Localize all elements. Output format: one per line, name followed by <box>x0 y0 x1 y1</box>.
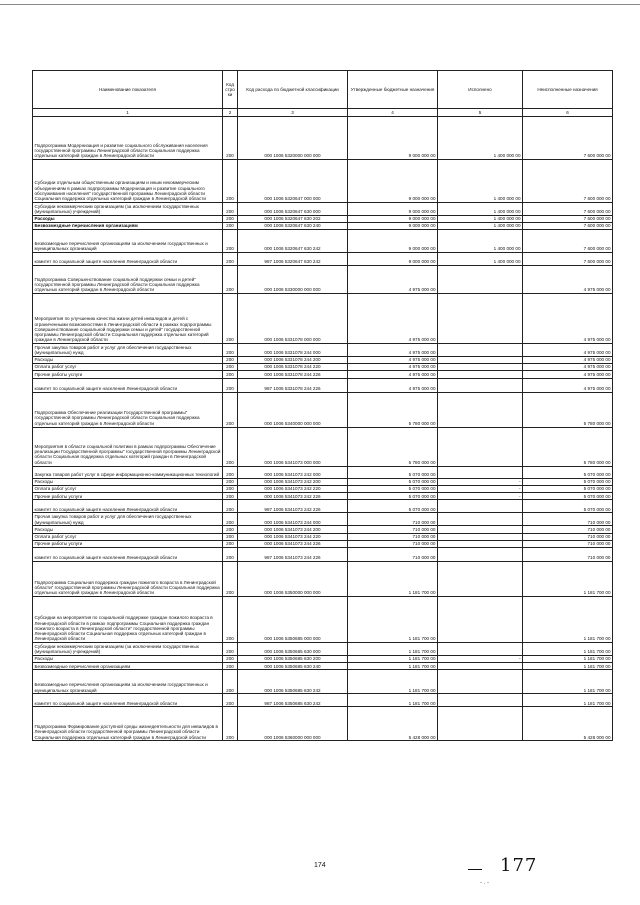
row-executed-cell <box>438 356 523 363</box>
row-kbk-cell: 000 1006 5340000 000 000 <box>238 392 348 427</box>
row-name-cell: Расходы <box>33 478 223 485</box>
row-code-cell: 200 <box>223 670 238 694</box>
table-row <box>33 485 613 492</box>
col-number: 5 <box>438 109 523 117</box>
row-unexecuted-cell: 5 428 000 00 <box>523 707 613 741</box>
row-name-cell: Субсидии некоммерческим организациям (за исключением государственных (муниципальных) учреждений) <box>33 643 223 656</box>
row-kbk-cell: 000 1006 5350685 000 000 <box>238 597 348 643</box>
row-approved-cell: 5 780 000 00 <box>348 427 438 466</box>
row-approved-cell: 1 181 700 00 <box>348 694 438 707</box>
col-number: 3 <box>238 109 348 117</box>
row-executed-cell <box>438 500 523 513</box>
row-name-cell: Подпрограмма Социальная поддержка граждан пожилого возраста в Ленинградской области" государственной программы Ленинградской области Социальная поддержка отдельных категорий граждан в Ленинградской области <box>33 562 223 597</box>
row-kbk-cell: 000 1006 5341073 242 220 <box>238 485 348 492</box>
row-code-cell: 200 <box>223 540 238 547</box>
row-name-cell: Безвозмездные перечисления организациям за исключением государственных и муниципальных организаций <box>33 230 223 253</box>
table-row <box>33 266 613 294</box>
row-executed-cell <box>438 344 523 357</box>
header-kbk: Код расхода по бюджетной классификации <box>238 71 348 109</box>
row-approved-cell: 5 780 000 00 <box>348 392 438 427</box>
row-unexecuted-cell: 7 600 000 00 <box>523 160 613 203</box>
row-executed-cell <box>438 597 523 643</box>
row-unexecuted-cell: 710 000 00 <box>523 513 613 526</box>
table-row <box>33 533 613 540</box>
row-executed-cell: - <box>438 478 523 485</box>
row-executed-cell <box>438 363 523 370</box>
table-row <box>33 670 613 694</box>
row-kbk-cell: 987 1006 5350685 630 242 <box>238 694 348 707</box>
row-kbk-cell: 000 1006 5341073 244 000 <box>238 513 348 526</box>
row-code-cell: 200 <box>223 371 238 378</box>
table-row <box>33 540 613 547</box>
row-approved-cell: 5 070 000 00 <box>348 485 438 492</box>
row-executed-cell <box>438 548 523 562</box>
row-approved-cell: 9 000 000 00 <box>348 160 438 203</box>
row-unexecuted-cell: 1 181 700 00 <box>523 694 613 707</box>
row-executed-cell <box>438 562 523 597</box>
header-row <box>33 71 613 109</box>
row-kbk-cell: 000 1006 5331078 244 200 <box>238 356 348 363</box>
row-kbk-cell: 000 1006 5341073 242 000 <box>238 466 348 478</box>
row-name-cell: Мероприятия по улучшению качества жизни детей инвалидов и детей с ограниченными возможностями в Ленинградской области в рамках подпрограммы Совершенствование социальной поддержки семьи и детей" государственной программы Ленинградской области Социальная поддержка отдельных категорий граждан в Ленинградской области <box>33 294 223 344</box>
row-name-cell: Прочая закупка товаров работ и услуг для обеспечения государственных (муниципальных) нужд <box>33 344 223 357</box>
row-name-cell: Закупка товаров работ услуг в сфере информационно-коммуникационных технологий <box>33 466 223 478</box>
row-approved-cell: 4 975 000 00 <box>348 363 438 370</box>
row-code-cell: 200 <box>223 548 238 562</box>
row-unexecuted-cell: 1 181 700 00 <box>523 597 613 643</box>
table-row <box>33 203 613 216</box>
row-approved-cell: 4 975 000 00 <box>348 266 438 294</box>
row-name-cell: Расходы <box>33 215 223 222</box>
row-name-cell: комитет по социальной защите населения Ленинградской области <box>33 694 223 707</box>
row-executed-cell <box>438 427 523 466</box>
row-code-cell: 200 <box>223 266 238 294</box>
row-unexecuted-cell: 710 000 00 <box>523 526 613 533</box>
row-approved-cell: 4 975 000 00 <box>348 378 438 392</box>
row-approved-cell: 5 428 000 00 <box>348 707 438 741</box>
row-unexecuted-cell: 7 600 000 00 <box>523 230 613 253</box>
header-unexecuted: Неисполненные назначения <box>523 71 613 109</box>
row-code-cell: 200 <box>223 526 238 533</box>
table-row <box>33 222 613 229</box>
row-code-cell: 200 <box>223 427 238 466</box>
row-kbk-cell: 000 1006 5350685 630 000 <box>238 643 348 656</box>
table-row <box>33 344 613 357</box>
row-name-cell: Безвозмездные перечисления организациям за исключением государственных и муниципальных организаций <box>33 670 223 694</box>
row-executed-cell <box>438 694 523 707</box>
col-number: 2 <box>223 109 238 117</box>
row-code-cell: 200 <box>223 356 238 363</box>
budget-table <box>32 70 613 741</box>
row-approved-cell: 710 000 00 <box>348 540 438 547</box>
row-kbk-cell: 987 1006 5341073 242 226 <box>238 500 348 513</box>
row-kbk-cell: 000 1006 5341073 244 226 <box>238 540 348 547</box>
row-code-cell: 200 <box>223 466 238 478</box>
footer-dash <box>468 869 482 870</box>
row-executed-cell: - <box>438 493 523 500</box>
row-kbk-cell: 000 1006 5320647 000 000 <box>238 160 348 203</box>
col-number: 4 <box>348 109 438 117</box>
row-unexecuted-cell: 4 975 000 00 <box>523 266 613 294</box>
row-code-cell: 200 <box>223 230 238 253</box>
table-row <box>33 562 613 597</box>
row-code-cell: 200 <box>223 160 238 203</box>
row-executed-cell: - <box>438 485 523 492</box>
row-approved-cell: 1 181 700 00 <box>348 670 438 694</box>
table-row <box>33 356 613 363</box>
row-approved-cell: 5 070 000 00 <box>348 493 438 500</box>
row-kbk-cell: 000 1006 5331078 244 000 <box>238 344 348 357</box>
row-approved-cell: 5 070 000 00 <box>348 500 438 513</box>
row-code-cell: 200 <box>223 222 238 229</box>
row-executed-cell <box>438 707 523 741</box>
row-kbk-cell: 000 1006 5341073 244 200 <box>238 526 348 533</box>
column-number-row <box>33 109 613 117</box>
row-unexecuted-cell: 5 070 000 00 <box>523 478 613 485</box>
row-executed-cell: - <box>438 655 523 662</box>
row-code-cell: 200 <box>223 363 238 370</box>
row-name-cell: Прочие работы услуги <box>33 540 223 547</box>
row-unexecuted-cell: 1 181 700 00 <box>523 670 613 694</box>
row-code-cell: 200 <box>223 117 238 160</box>
row-code-cell: 200 <box>223 203 238 216</box>
row-kbk-cell: 000 1006 5350685 630 242 <box>238 670 348 694</box>
table-row <box>33 694 613 707</box>
row-name-cell: Подпрограмма Совершенствование социальной поддержки семьи и детей" государственной программы Ленинградской области Социальная поддержка отдельных категорий граждан в Ленинградской области <box>33 266 223 294</box>
row-executed-cell: 1 400 000 00 <box>438 117 523 160</box>
row-name-cell: комитет по социальной защите населения Ленинградской области <box>33 548 223 562</box>
table-row <box>33 466 613 478</box>
table-row <box>33 643 613 656</box>
row-unexecuted-cell: 5 070 000 00 <box>523 466 613 478</box>
row-name-cell: Безвозмездные перечисления организациям <box>33 663 223 670</box>
row-name-cell: Подпрограмма Обеспечение реализации Государственной программы" государственной программы Ленинградской области Социальная поддержка отдельных категорий граждан в Ленинградской области <box>33 392 223 427</box>
row-unexecuted-cell: 5 780 000 00 <box>523 427 613 466</box>
header-code: Код стро ки <box>223 71 238 109</box>
row-code-cell: 200 <box>223 253 238 266</box>
row-code-cell: 200 <box>223 485 238 492</box>
row-name-cell: комитет по социальной защите населения Ленинградской области <box>33 378 223 392</box>
row-approved-cell: 1 181 700 00 <box>348 643 438 656</box>
table-row <box>33 253 613 266</box>
row-approved-cell: 9 000 000 00 <box>348 253 438 266</box>
table-row <box>33 294 613 344</box>
row-kbk-cell: 000 1006 5331078 244 220 <box>238 363 348 370</box>
row-executed-cell: 1 400 000 00 <box>438 160 523 203</box>
row-unexecuted-cell: 5 070 000 00 <box>523 493 613 500</box>
row-kbk-cell: 000 1006 5350685 630 240 <box>238 663 348 670</box>
row-approved-cell: 1 181 700 00 <box>348 562 438 597</box>
table-row <box>33 427 613 466</box>
header-name: Наименование показателя <box>33 71 223 109</box>
row-name-cell: Субсидии отдельным общественным организациям и иным некоммерческим объединениям в рамках подпрограммы Модернизация и развитие социального обслуживания населения" государственной программы Ленинградской области Социальная поддержка отдельных категорий граждан в Ленинградской области <box>33 160 223 203</box>
row-code-cell: 200 <box>223 344 238 357</box>
row-approved-cell: 1 181 700 00 <box>348 655 438 662</box>
table-row <box>33 655 613 662</box>
table-row <box>33 117 613 160</box>
row-code-cell: 200 <box>223 663 238 670</box>
row-unexecuted-cell: 4 975 000 00 <box>523 344 613 357</box>
row-name-cell: Субсидии на мероприятия по социальной поддержке граждан пожилого возраста в Ленинградской области в рамках подпрограммы Социальная поддержка граждан пожилого возраста в Ленинградской области" государственной программы Ленинградской области Социальная поддержка отдельных категорий граждан в Ленинградской области <box>33 597 223 643</box>
row-code-cell: 200 <box>223 493 238 500</box>
top-rule <box>0 4 640 5</box>
row-approved-cell: 4 975 000 00 <box>348 344 438 357</box>
row-name-cell: Оплата работ услуг <box>33 363 223 370</box>
table-row <box>33 378 613 392</box>
page-number: 174 <box>314 862 326 869</box>
table-row <box>33 478 613 485</box>
row-name-cell: Мероприятия в области социальной политики в рамках подпрограммы Обеспечение реализации Государственной программы" государственной программы Ленинградской области Социальная поддержка отдельных категорий граждан в Ленинградской области <box>33 427 223 466</box>
row-executed-cell <box>438 670 523 694</box>
row-kbk-cell: 000 1006 5320647 630 202 <box>238 215 348 222</box>
row-unexecuted-cell: 4 975 000 00 <box>523 294 613 344</box>
row-code-cell: 200 <box>223 500 238 513</box>
row-executed-cell <box>438 533 523 540</box>
row-executed-cell: 1 400 000 00 <box>438 203 523 216</box>
row-code-cell: 200 <box>223 478 238 485</box>
row-executed-cell: 1 400 000 00 <box>438 215 523 222</box>
row-code-cell: 200 <box>223 533 238 540</box>
row-executed-cell <box>438 466 523 478</box>
table-row <box>33 493 613 500</box>
row-approved-cell: 4 975 000 00 <box>348 356 438 363</box>
row-kbk-cell: 000 1006 5341073 242 226 <box>238 493 348 500</box>
row-unexecuted-cell: 5 070 000 00 <box>523 500 613 513</box>
row-unexecuted-cell: 5 070 000 00 <box>523 485 613 492</box>
handwritten-page-number: 177 <box>500 855 538 876</box>
table-row <box>33 548 613 562</box>
row-name-cell: Подпрограмма Формирование доступной среды жизнедеятельности для инвалидов в Ленинградской области государственной программы Ленинградской области Социальная поддержка отдельных категорий граждан в Ленинградской области <box>33 707 223 741</box>
table-row <box>33 392 613 427</box>
row-name-cell: Оплата работ услуг <box>33 533 223 540</box>
header-executed: Исполнено <box>438 71 523 109</box>
row-code-cell: 200 <box>223 562 238 597</box>
table-row <box>33 707 613 741</box>
row-name-cell: Прочие работы услуги <box>33 493 223 500</box>
table-row <box>33 363 613 370</box>
header-approved: Утвержденные бюджетные назначения <box>348 71 438 109</box>
row-unexecuted-cell: 7 600 000 00 <box>523 215 613 222</box>
row-kbk-cell: 000 1006 5350685 630 200 <box>238 655 348 662</box>
row-executed-cell <box>438 266 523 294</box>
row-approved-cell: 9 000 000 00 <box>348 222 438 229</box>
table-row <box>33 663 613 670</box>
row-kbk-cell: 000 1006 5350000 000 000 <box>238 562 348 597</box>
col-number: 6 <box>523 109 613 117</box>
row-executed-cell <box>438 663 523 670</box>
row-approved-cell: 4 975 000 00 <box>348 371 438 378</box>
table-row <box>33 160 613 203</box>
row-name-cell: Расходы <box>33 356 223 363</box>
row-kbk-cell: 987 1006 5331078 244 226 <box>238 378 348 392</box>
row-approved-cell: 1 181 700 00 <box>348 663 438 670</box>
row-executed-cell <box>438 643 523 656</box>
row-kbk-cell: 000 1006 5320647 630 242 <box>238 230 348 253</box>
row-approved-cell: 5 070 000 00 <box>348 466 438 478</box>
row-kbk-cell: 000 1006 5320647 630 000 <box>238 203 348 216</box>
row-executed-cell <box>438 378 523 392</box>
row-kbk-cell: 000 1006 5330000 000 000 <box>238 266 348 294</box>
row-approved-cell: 1 181 700 00 <box>348 597 438 643</box>
row-unexecuted-cell: 4 975 000 00 <box>523 356 613 363</box>
row-kbk-cell: 000 1006 5341073 244 220 <box>238 533 348 540</box>
row-name-cell: Подпрограмма Модернизация и развитие социального обслуживания населения государственной программы Ленинградской области Социальная поддержка отдельных категорий граждан в Ленинградской области <box>33 117 223 160</box>
row-unexecuted-cell: 7 600 000 00 <box>523 203 613 216</box>
row-executed-cell <box>438 392 523 427</box>
row-executed-cell: 1 400 000 00 <box>438 222 523 229</box>
row-kbk-cell: 000 1006 5320647 630 240 <box>238 222 348 229</box>
table-row <box>33 371 613 378</box>
footer-marks: - . - <box>480 880 489 886</box>
row-name-cell: Прочие работы услуги <box>33 371 223 378</box>
row-kbk-cell: 987 1006 5341073 244 226 <box>238 548 348 562</box>
row-code-cell: 200 <box>223 294 238 344</box>
row-code-cell: 200 <box>223 215 238 222</box>
row-unexecuted-cell: 1 181 700 00 <box>523 655 613 662</box>
row-unexecuted-cell: 1 181 700 00 <box>523 663 613 670</box>
row-approved-cell: 5 070 000 00 <box>348 478 438 485</box>
row-kbk-cell: 000 1006 5341073 000 000 <box>238 427 348 466</box>
row-code-cell: 200 <box>223 643 238 656</box>
row-executed-cell <box>438 513 523 526</box>
table-row <box>33 230 613 253</box>
row-kbk-cell: 000 1006 5341073 242 200 <box>238 478 348 485</box>
row-code-cell: 200 <box>223 707 238 741</box>
row-unexecuted-cell: 7 600 000 00 <box>523 222 613 229</box>
row-name-cell: Расходы <box>33 526 223 533</box>
table-body <box>33 117 613 741</box>
row-approved-cell: 4 975 000 00 <box>348 294 438 344</box>
row-approved-cell: 710 000 00 <box>348 548 438 562</box>
table-row <box>33 513 613 526</box>
row-unexecuted-cell: 710 000 00 <box>523 540 613 547</box>
row-unexecuted-cell: 4 975 000 00 <box>523 378 613 392</box>
row-kbk-cell: 987 1006 5320647 630 242 <box>238 253 348 266</box>
row-unexecuted-cell: 5 780 000 00 <box>523 392 613 427</box>
row-approved-cell: 9 000 000 00 <box>348 230 438 253</box>
row-code-cell: 200 <box>223 513 238 526</box>
row-unexecuted-cell: 1 181 700 00 <box>523 562 613 597</box>
row-kbk-cell: 000 1006 5360000 000 000 <box>238 707 348 741</box>
row-approved-cell: 710 000 00 <box>348 533 438 540</box>
row-name-cell: комитет по социальной защите населения Ленинградской области <box>33 253 223 266</box>
row-kbk-cell: 000 1006 5331078 244 226 <box>238 371 348 378</box>
row-unexecuted-cell: 710 000 00 <box>523 533 613 540</box>
row-unexecuted-cell: 4 975 000 00 <box>523 371 613 378</box>
row-executed-cell <box>438 540 523 547</box>
row-unexecuted-cell: 4 975 000 00 <box>523 363 613 370</box>
row-code-cell: 200 <box>223 655 238 662</box>
row-executed-cell <box>438 371 523 378</box>
row-executed-cell: 1 400 000 00 <box>438 230 523 253</box>
row-executed-cell <box>438 294 523 344</box>
row-code-cell: 200 <box>223 694 238 707</box>
row-unexecuted-cell: 710 000 00 <box>523 548 613 562</box>
table-row <box>33 500 613 513</box>
row-unexecuted-cell: 7 600 000 00 <box>523 117 613 160</box>
row-unexecuted-cell: 7 600 000 00 <box>523 253 613 266</box>
row-approved-cell: 9 000 000 00 <box>348 203 438 216</box>
row-name-cell: Субсидии некоммерческим организациям (за исключением государственных (муниципальных) учреждений) <box>33 203 223 216</box>
row-code-cell: 200 <box>223 392 238 427</box>
row-code-cell: 200 <box>223 378 238 392</box>
row-name-cell: Прочая закупка товаров работ и услуг для обеспечения государственных (муниципальных) нужд <box>33 513 223 526</box>
row-code-cell: 200 <box>223 597 238 643</box>
row-approved-cell: 9 000 000 00 <box>348 117 438 160</box>
table-row <box>33 597 613 643</box>
col-number: 1 <box>33 109 223 117</box>
row-approved-cell: 710 000 00 <box>348 513 438 526</box>
row-name-cell: комитет по социальной защите населения Ленинградской области <box>33 500 223 513</box>
row-name-cell: Безвозмездные перечисления организациям <box>33 222 223 229</box>
row-approved-cell: 9 000 000 00 <box>348 215 438 222</box>
table-row <box>33 215 613 222</box>
row-executed-cell <box>438 526 523 533</box>
row-approved-cell: 710 000 00 <box>348 526 438 533</box>
row-name-cell: Расходы <box>33 655 223 662</box>
row-name-cell: Оплата работ услуг <box>33 485 223 492</box>
table-row <box>33 526 613 533</box>
row-kbk-cell: 000 1006 5320000 000 000 <box>238 117 348 160</box>
row-unexecuted-cell: 1 181 700 00 <box>523 643 613 656</box>
row-executed-cell: 1 400 000 00 <box>438 253 523 266</box>
row-kbk-cell: 000 1006 5331078 000 000 <box>238 294 348 344</box>
